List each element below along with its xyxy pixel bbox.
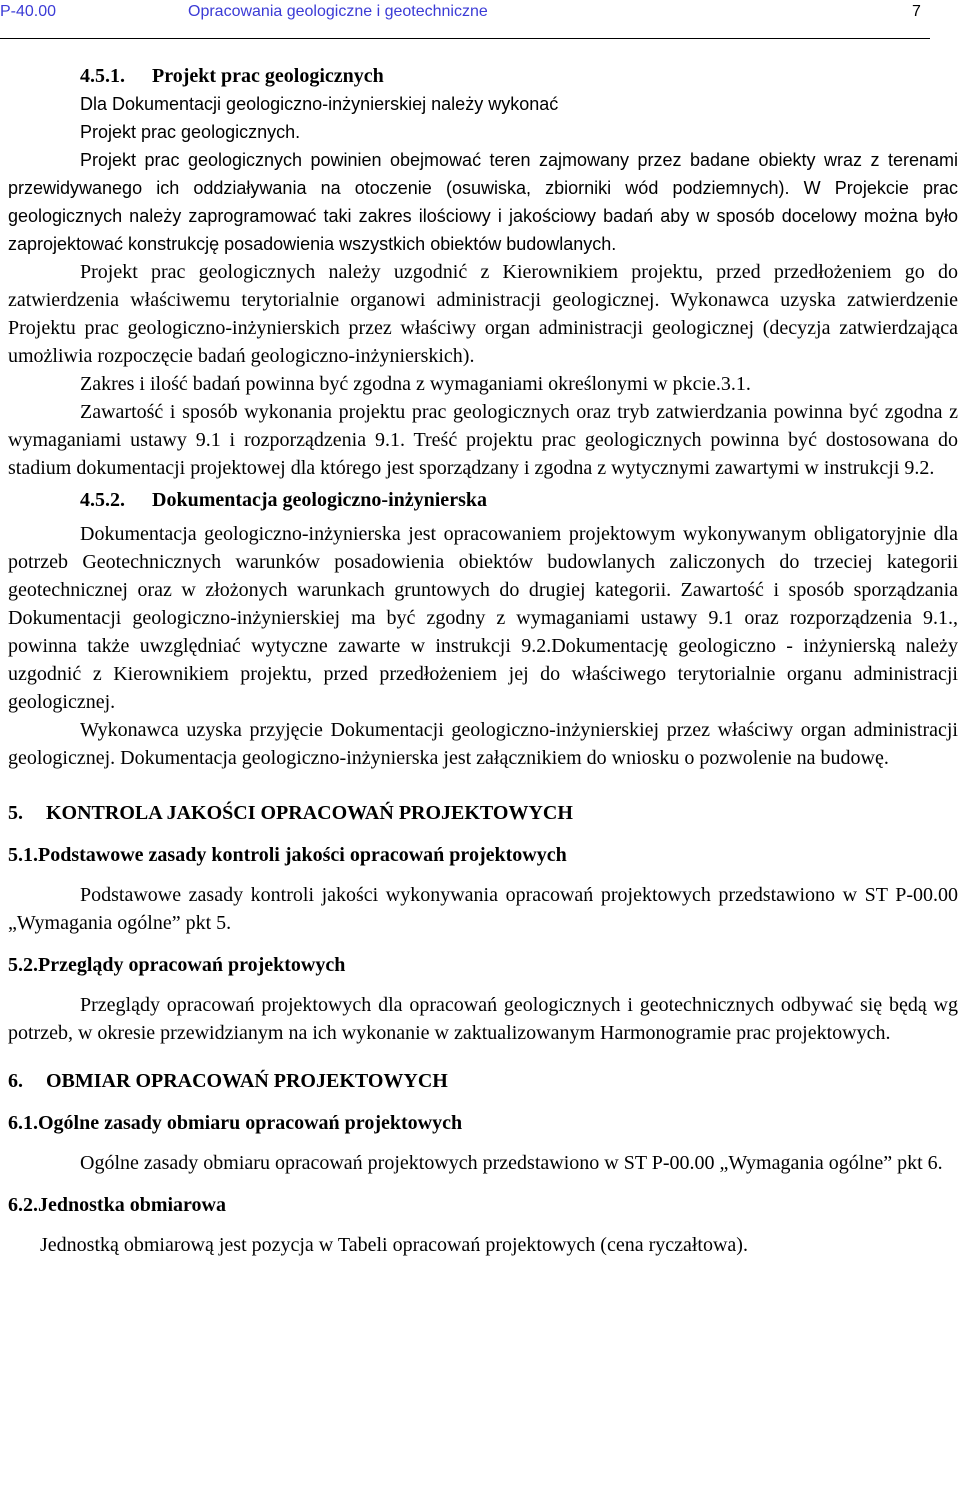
page-number: 7 [912,3,921,20]
chapter-number: 5. [8,802,23,824]
section-title: Podstawowe zasady kontroli jakości opracowań projektowych [38,844,567,866]
chapter-number: 6. [8,1070,23,1092]
section-6-1-heading [8,1109,958,1137]
paragraph: Ogólne zasady obmiaru opracowań projektowych przedstawiono w ST P-00.00 „Wymagania ogólne” pkt 6. [80,1152,943,1174]
chapter-title: OBMIAR OPRACOWAŃ PROJEKTOWYCH [46,1070,448,1092]
section-number: 5.1. [8,844,38,866]
paragraph: Projekt prac geologicznych. [80,122,301,142]
section-4-5-2-heading [8,486,958,514]
section-5-1-heading [8,841,958,869]
paragraph: Zawartość i sposób wykonania projektu prac geologicznych oraz tryb zatwierdzania powinna być zgodna z wymaganiami ustawy 9.1 i rozporządzenia 9.1. Treść projektu prac geologicznych powinna być dostosowana do stadium dokumentacji projektowej dla którego jest sporządzany i zgodna z wytycznymi zawartymi w instrukcji 9.2. [8,401,958,479]
section-6-2-heading [8,1191,958,1219]
section-title: Projekt prac geologicznych [152,65,384,87]
section-number: 4.5.2. [80,489,125,511]
paragraph: Podstawowe zasady kontroli jakości wykonywania opracowań projektowych przedstawiono w ST P-00.00 „Wymagania ogólne” pkt 5. [8,884,958,934]
chapter-5-heading [8,799,958,827]
header-title: Opracowania geologiczne i geotechniczne [188,3,488,20]
chapter-title: KONTROLA JAKOŚCI OPRACOWAŃ PROJEKTOWYCH [46,802,573,824]
paragraph: Projekt prac geologicznych należy uzgodnić z Kierownikiem projektu, przed przedłożeniem go do zatwierdzenia właściwemu terytorialnie organowi administracji geologicznej. Wykonawca uzyska zatwierdzenie Projektu prac geologiczno-inżynierskich przez właściwy organ administracji geologicznej (decyzja zatwierdzająca umożliwia rozpoczęcie badań geologiczno-inżynierskich). [8,261,958,367]
section-title: Przeglądy opracowań projektowych [38,954,346,976]
paragraph: Dla Dokumentacji geologiczno-inżynierskiej należy wykonać [80,94,559,114]
paragraph: Zakres i ilość badań powinna być zgodna z wymaganiami określonymi w pkcie.3.1. [80,373,751,395]
chapter-6-heading [8,1067,958,1095]
section-title: Dokumentacja geologiczno-inżynierska [152,489,487,511]
paragraph: Projekt prac geologicznych powinien obejmować teren zajmowany przez badane obiekty wraz z terenami przewidywanego ich oddziaływania na otoczenie (osuwiska, zbiorniki wód podziemnych). W Projekcie prac geologicznych należy zaprogramować taki zakres ilościowy i jakościowy badań aby w sposób docelowy można było zaprojektować konstrukcję posadowienia wszystkich obiektów budowlanych. [8,150,958,254]
paragraph: Jednostką obmiarową jest pozycja w Tabeli opracowań projektowych (cena ryczałtowa). [40,1234,748,1256]
paragraph: Wykonawca uzyska przyjęcie Dokumentacji geologiczno-inżynierskiej przez właściwy organ administracji geologicznej. Dokumentacja geologiczno-inżynierska jest załącznikiem do wniosku o pozwolenie na budowę. [8,719,958,769]
section-number: 6.2. [8,1194,38,1216]
paragraph: Przeglądy opracowań projektowych dla opracowań geologicznych i geotechnicznych odbywać się będą wg potrzeb, w okresie przewidzianym na ich wykonanie w zaktualizowanym Harmonogramie prac projektowych. [8,994,958,1044]
section-title: Jednostka obmiarowa [38,1194,226,1216]
section-number: 6.1. [8,1112,38,1134]
section-number: 4.5.1. [80,65,125,87]
section-5-2-heading [8,951,958,979]
document-body [8,62,958,1259]
section-number: 5.2. [8,954,38,976]
spec-code: P-40.00 [0,3,57,20]
page-header [0,0,930,39]
paragraph: Dokumentacja geologiczno-inżynierska jest opracowaniem projektowym wykonywanym obligatoryjnie dla potrzeb Geotechnicznych warunków posadowienia obiektów budowlanych zaliczonych do trzeciej kategorii geotechnicznej oraz w złożonych warunkach gruntowych do drugiej kategorii. Zawartość i sposób sporządzania Dokumentacji geologiczno-inżynierskiej ma być zgodny z wymaganiami ustawy 9.1 oraz rozporządzenia 9.1., powinna także uwzględniać wytyczne zawarte w instrukcji 9.2.Dokumentację geologiczno - inżynierską należy uzgodnić z Kierownikiem projektu, przed przedłożeniem jej do właściwego terytorialnie organu administracji geologicznej. [8,523,958,713]
section-title: Ogólne zasady obmiaru opracowań projektowych [38,1112,463,1134]
section-4-5-1-heading [8,62,958,90]
